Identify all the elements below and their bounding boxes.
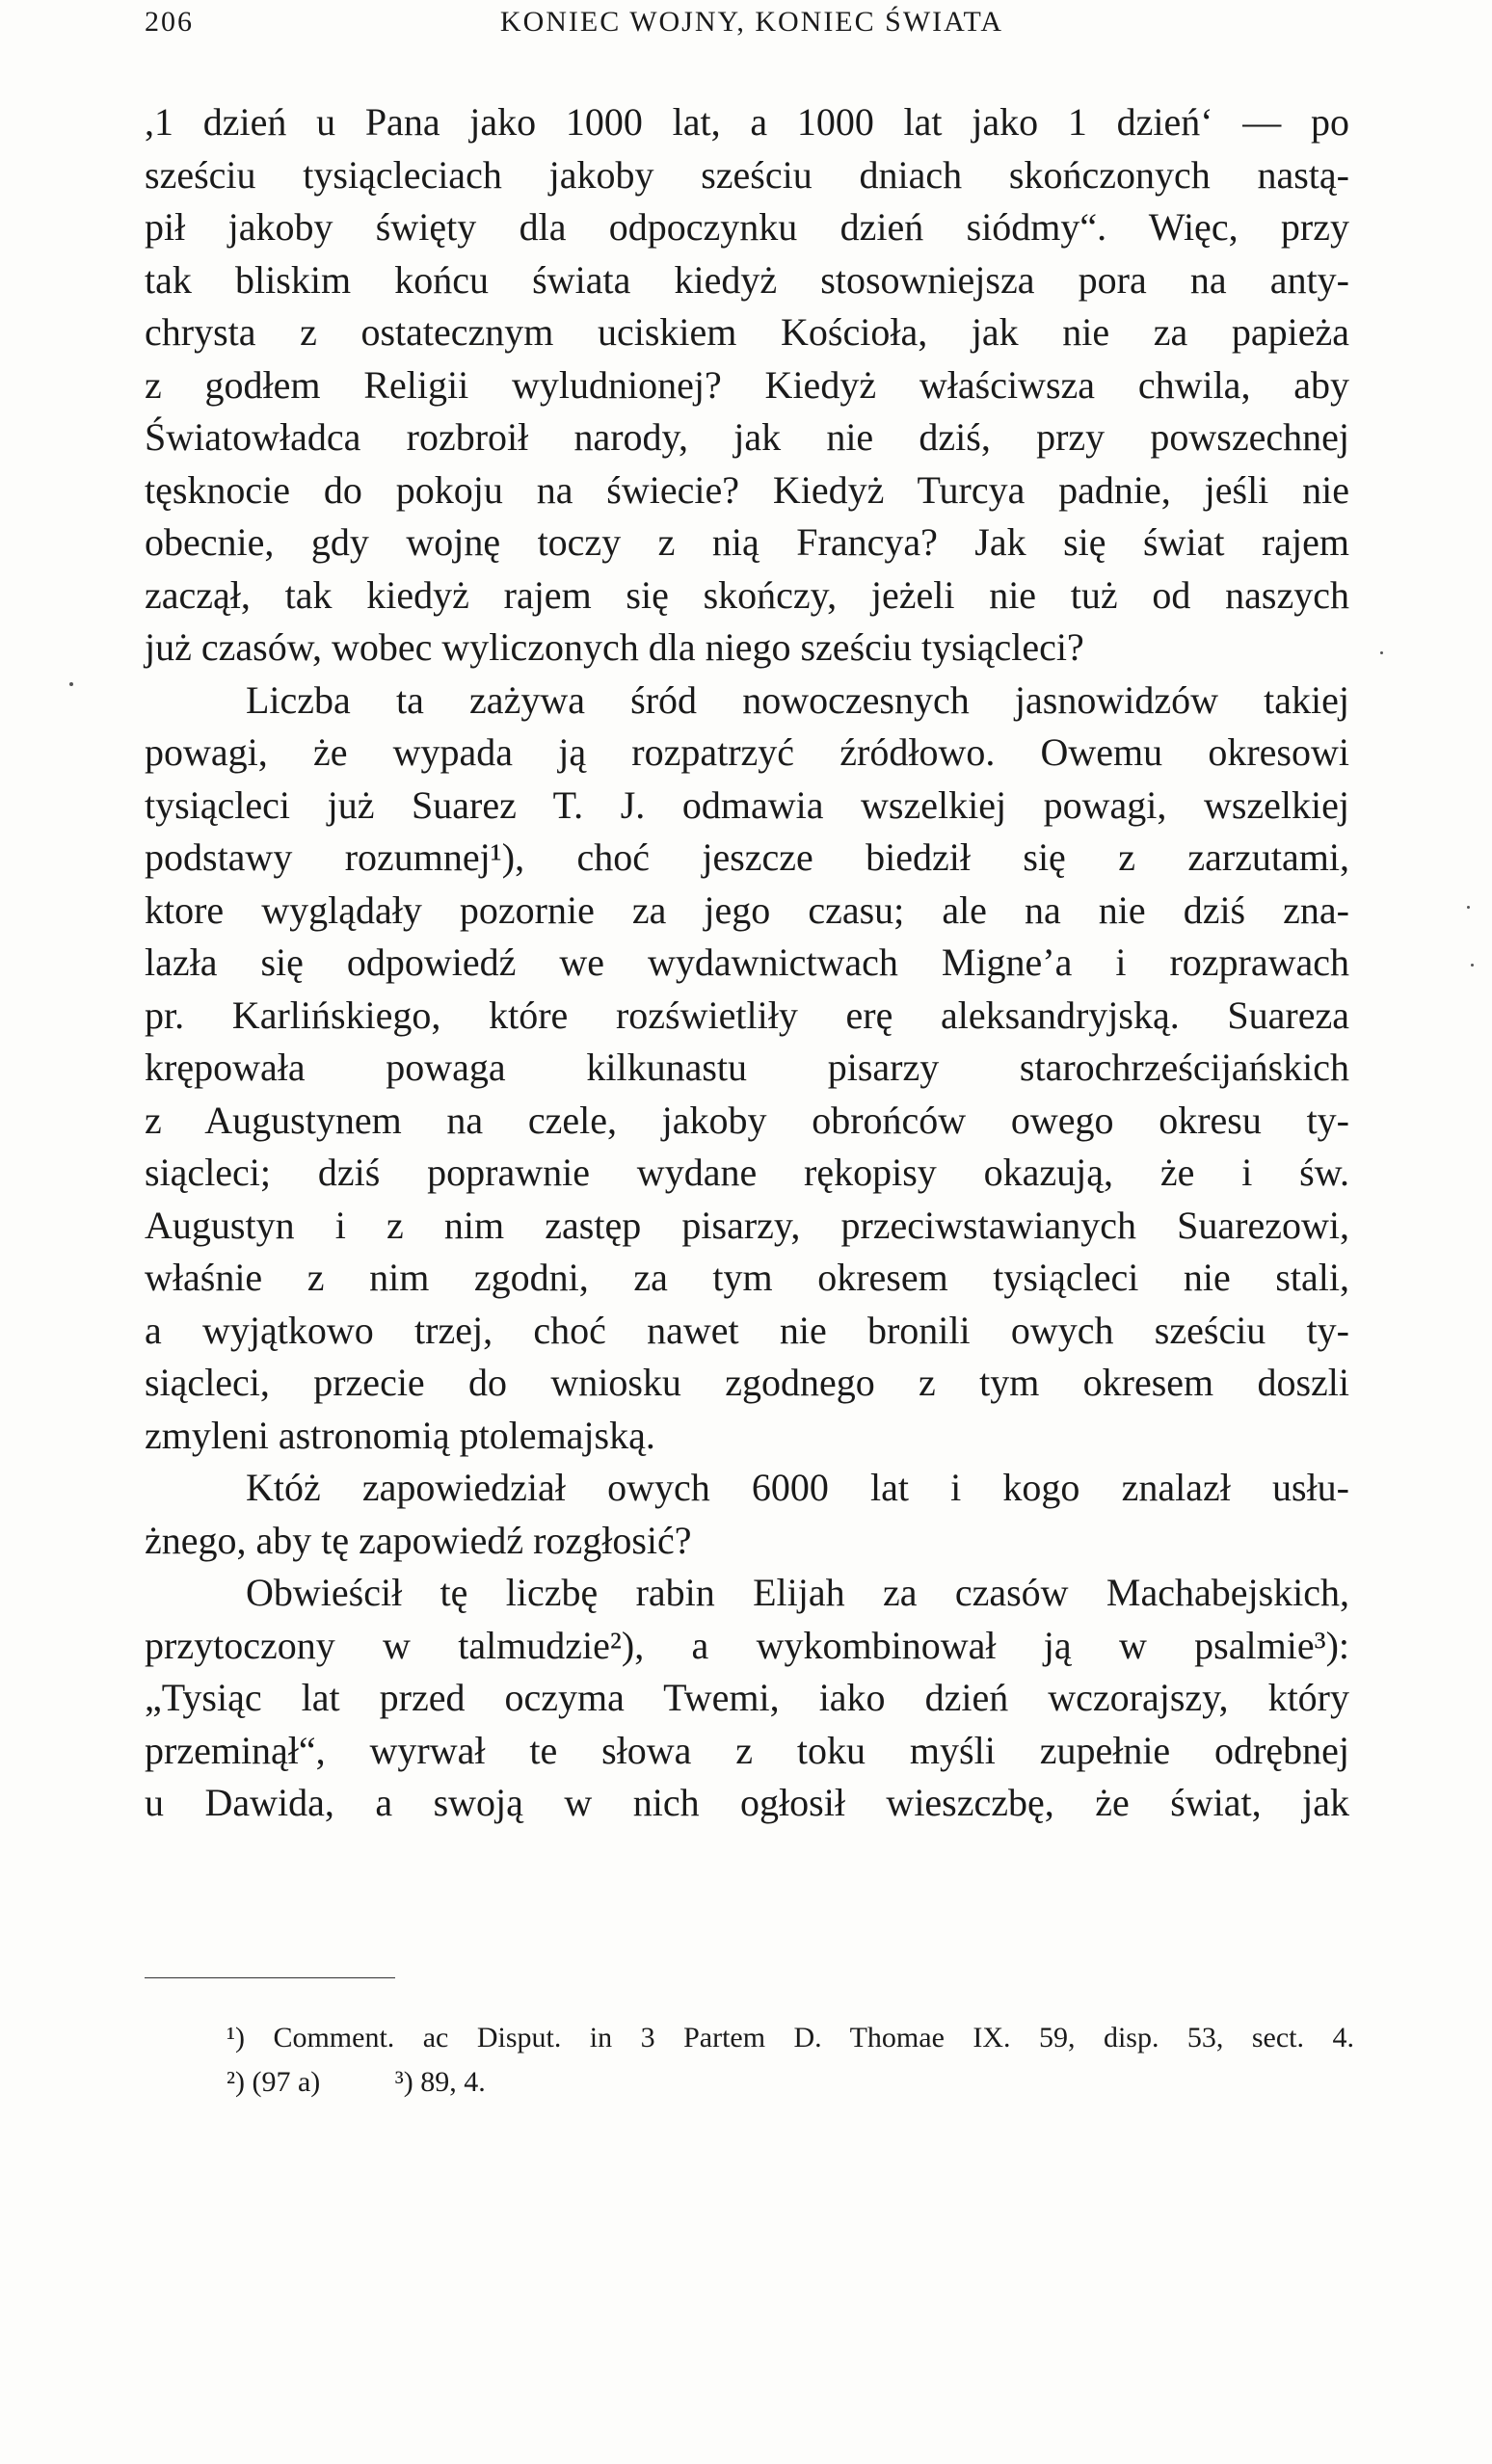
footnote-1: ¹) Comment. ac Disput. in 3 Partem D. Thomae IX. 59, disp. 53, sect. 4.: [226, 2022, 1354, 2053]
text-line: ,1 dzień u Pana jako 1000 lat, a 1000 lat jako 1 dzień‘ — po: [145, 100, 1349, 144]
text-line: sześciu tysiącleciach jakoby sześciu dniach skończonych nastą-: [145, 152, 1349, 197]
text-line: „Tysiąc lat przed oczyma Twemi, iako dzień wczorajszy, który: [145, 1676, 1349, 1719]
footnote-divider: [145, 1977, 395, 1978]
text-line: z Augustynem na czele, jakoby obrońców owego okresu ty-: [145, 1098, 1349, 1142]
text-line: Światowładca rozbroił narody, jak nie dziś, przy powszechnej: [145, 415, 1349, 459]
text-line: przytoczony w talmudzie²), a wykombinował ją w psalmie³):: [145, 1623, 1349, 1667]
text-line: Augustyn i z nim zastęp pisarzy, przeciwstawianych Suarezowi,: [145, 1203, 1349, 1247]
text-line: siącleci; dziś poprawnie wydane rękopisy okazują, że i św.: [145, 1151, 1349, 1194]
running-title: KONIEC WOJNY, KONIEC ŚWIATA: [499, 6, 1004, 38]
text-line: podstawy rozumnej¹), choć jeszcze biedził się z zarzutami,: [145, 835, 1349, 879]
running-head: [145, 6, 1359, 52]
text-line: właśnie z nim zgodni, za tym okresem tysiącleci nie stali,: [145, 1256, 1349, 1299]
text-line: obecnie, gdy wojnę toczy z nią Francya? Jak się świat rajem: [145, 520, 1349, 564]
text-line: przeminął“, wyrwał te słowa z toku myśli zupełnie odrębnej: [145, 1728, 1349, 1772]
text-line: tysiącleci już Suarez T. J. odmawia wszelkiej powagi, wszelkiej: [145, 782, 1349, 827]
text-line: u Dawida, a swoją w nich ogłosił wieszczbę, że świat, jak: [145, 1781, 1349, 1824]
print-speck: [1380, 651, 1383, 654]
text-line: lazła się odpowiedź we wydawnictwach Migne’a i rozprawach: [145, 941, 1349, 984]
footnotes: [226, 2016, 1354, 2105]
print-speck: [1467, 906, 1470, 909]
text-line: już czasów, wobec wyliczonych dla niego sześciu tysiącleci?: [145, 625, 1084, 669]
text-line: siącleci, przecie do wniosku zgodnego z tym okresem doszli: [145, 1361, 1349, 1404]
text-line: pił jakoby święty dla odpoczynku dzień siódmy“. Więc, przy: [145, 205, 1349, 249]
text-line: chrysta z ostatecznym uciskiem Kościoła, jak nie za papieża: [145, 310, 1349, 354]
text-line: tęsknocie do pokoju na świecie? Kiedyż Turcya padnie, jeśli nie: [145, 467, 1349, 512]
text-line: tak bliskim końcu świata kiedyż stosowniejsza pora na anty-: [145, 257, 1349, 302]
text-line: krępowała powaga kilkunastu pisarzy starochrześcijańskich: [145, 1046, 1349, 1089]
body-text: [145, 96, 1349, 1830]
text-line: żnego, aby tę zapowiedź rozgłosić?: [145, 1518, 692, 1562]
page-number: 206: [145, 6, 194, 38]
text-line: a wyjątkowo trzej, choć nawet nie bronili owych sześciu ty-: [145, 1308, 1349, 1352]
print-speck: [69, 682, 73, 686]
text-line: powagi, że wypada ją rozpatrzyć źródłowo. Owemu okresowi: [145, 730, 1349, 774]
text-line: ktore wyglądały pozornie za jego czasu; ale na nie dziś zna-: [145, 888, 1349, 932]
footnote-3: ³) 89, 4.: [394, 2066, 486, 2098]
print-speck: [1471, 964, 1474, 967]
footnote-2: ²) (97 a): [226, 2066, 321, 2098]
text-line: Obwieścił tę liczbę rabin Elijah za czasów Machabejskich,: [246, 1571, 1349, 1614]
text-line: zmyleni astronomią ptolemajską.: [145, 1413, 655, 1457]
text-line: Liczba ta zażywa śród nowoczesnych jasnowidzów takiej: [246, 677, 1349, 722]
footnote-row: [226, 2060, 1354, 2105]
text-line: pr. Karlińskiego, które rozświetliły erę aleksandryjską. Suareza: [145, 993, 1349, 1037]
text-line: zaczął, tak kiedyż rajem się skończy, jeżeli nie tuż od naszych: [145, 572, 1349, 617]
text-line: z godłem Religii wyludnionej? Kiedyż właściwsza chwila, aby: [145, 362, 1349, 407]
text-line: Któż zapowiedział owych 6000 lat i kogo znalazł usłu-: [246, 1466, 1349, 1509]
